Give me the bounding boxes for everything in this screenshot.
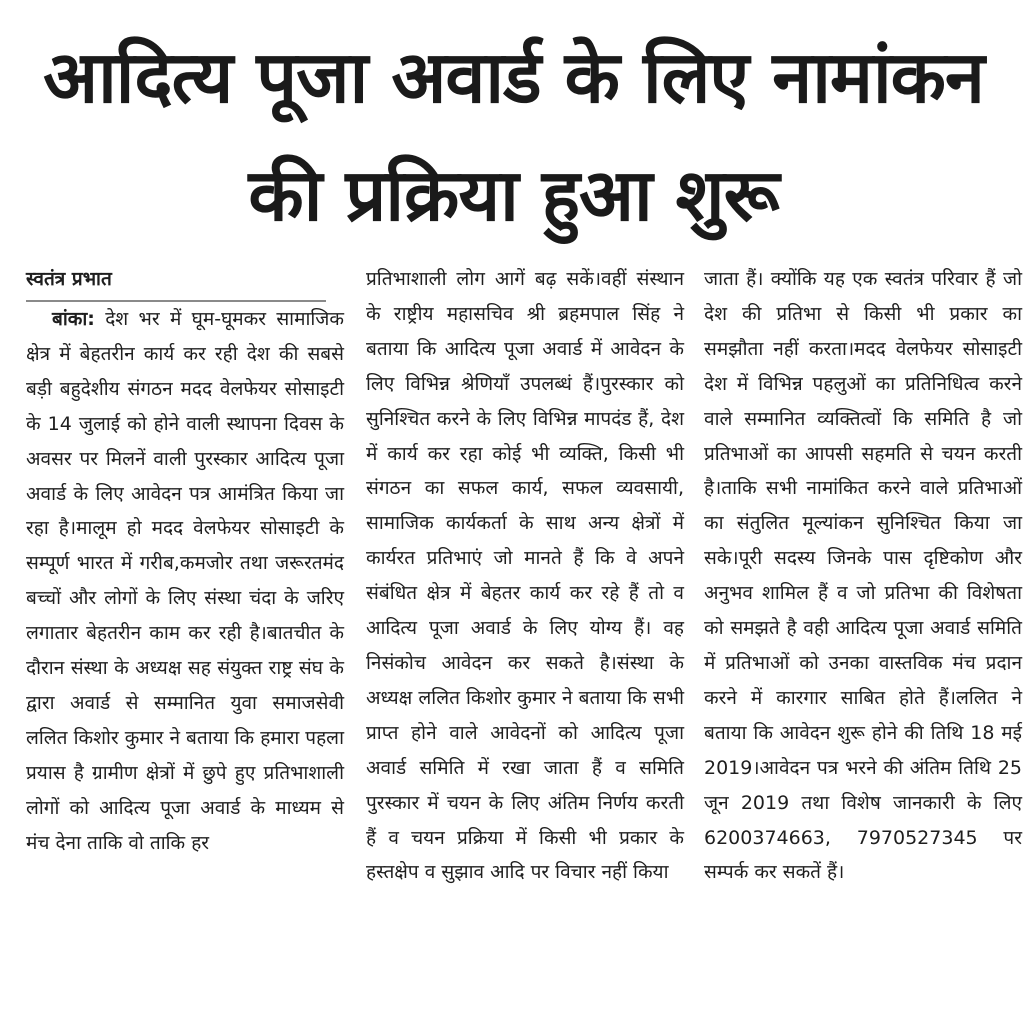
headline: [0, 18, 1027, 254]
headline-line-2: की प्रक्रिया हुआ शुरू: [248, 153, 779, 237]
dateline: बांका:: [52, 308, 95, 330]
article-text-3: जाता हैं। क्योंकि यह एक स्वतंत्र परिवार हैं जो देश की प्रतिभा से किसी भी प्रकार का समझौता नहीं करता।मदद वेलफेयर सोसाइटी देश में विभिन्न पहलुओं का प्रतिनिधित्व करने वाले सम्मानित व्यक्तित्वों कि समिति है जो प्रतिभाओं का आपसी सहमति से चयन करती है।ताकि सभी नामांकित करने वाले प्रतिभाओं का संतुलित मूल्यांकन सुनिश्चित किया जा सके।पूरी सदस्य जिनके पास दृष्टिकोण और अनुभव शामिल हैं व जो प्रतिभा की विशेषता को समझते है वही आदित्य पूजा अवार्ड समिति में प्रतिभाओं को उनका वास्तविक मंच प्रदान करने में कारगार साबित होते हैं।ललित ने बताया कि आवेदन शुरू होने की तिथि 18 मई 2019।आवेदन पत्र भरने की अंतिम तिथि 25 जून 2019 तथा विशेष जानकारी के लिए 6200374663, 7970527345 पर सम्पर्क कर सकतें हैं।: [704, 268, 1022, 884]
byline: स्वतंत्र प्रभात: [26, 268, 112, 290]
article-column-3: [704, 262, 1022, 890]
article-column-2: [366, 262, 684, 890]
headline-line-1: आदित्य पूजा अवार्ड के लिए नामांकन: [43, 35, 984, 119]
article-paragraph-1: [26, 302, 344, 861]
article-text-2: प्रतिभाशाली लोग आगें बढ़ सकें।वहीं संस्थान के राष्ट्रीय महासचिव श्री ब्रहमपाल सिंह ने बताया कि आदित्य पूजा अवार्ड में आवेदन के लिए विभिन्न श्रेणियाँ उपलब्धं हैं।पुरस्कार को सुनिश्चित करने के लिए विभिन्न मापदंड हैं, देश में कार्य कर रहा कोई भी व्यक्ति, किसी भी संगठन का सफल कार्य, सफल व्यवसायी, सामाजिक कार्यकर्ता के साथ अन्य क्षेत्रों में कार्यरत प्रतिभाएं जो मानते हैं कि वे अपने संबंधित क्षेत्र में बेहतर कार्य कर रहे हैं तो व आदित्य पूजा अवार्ड के लिए योग्य हैं। वह निसंकोच आवेदन कर सकते है।संस्था के अध्यक्ष ललित किशोर कुमार ने बताया कि सभी प्राप्त होने वाले आवेदनों को आदित्य पूजा अवार्ड समिति में रखा जाता हैं व समिति पुरस्कार में चयन के लिए अंतिम निर्णय करती हैं व चयन प्रक्रिया में किसी भी प्रकार के हस्तक्षेप व सुझाव आदि पर विचार नहीं किया: [366, 268, 684, 884]
article-column-1: [26, 262, 344, 861]
article-text-1: देश भर में घूम-घूमकर सामाजिक क्षेत्र में बेहतरीन कार्य कर रही देश की सबसे बड़ी बहुदेशीय संगठन मदद वेलफेयर सोसाइटी के 14 जुलाई को होने वाली स्थापना दिवस के अवसर पर मिलनें वाली पुरस्कार आदित्य पूजा अवार्ड के लिए आवेदन पत्र आमंत्रित किया जा रहा है।मालूम हो मदद वेलफेयर सोसाइटी के सम्पूर्ण भारत में गरीब,कमजोर तथा जरूरतमंद बच्चों और लोगों के लिए संस्था चंदा के जरिए लगातार बेहतरीन काम कर रही है।बातचीत के दौरान संस्था के अध्यक्ष सह संयुक्त राष्ट्र संघ के द्वारा अवार्ड से सम्मानित युवा समाजसेवी ललित किशोर कुमार ने बताया कि हमारा पहला प्रयास है ग्रामीण क्षेत्रों में छुपे हुए प्रतिभाशाली लोगों को आदित्य पूजा अवार्ड के माध्यम से मंच देना ताकि वो ताकि हर: [26, 308, 344, 854]
